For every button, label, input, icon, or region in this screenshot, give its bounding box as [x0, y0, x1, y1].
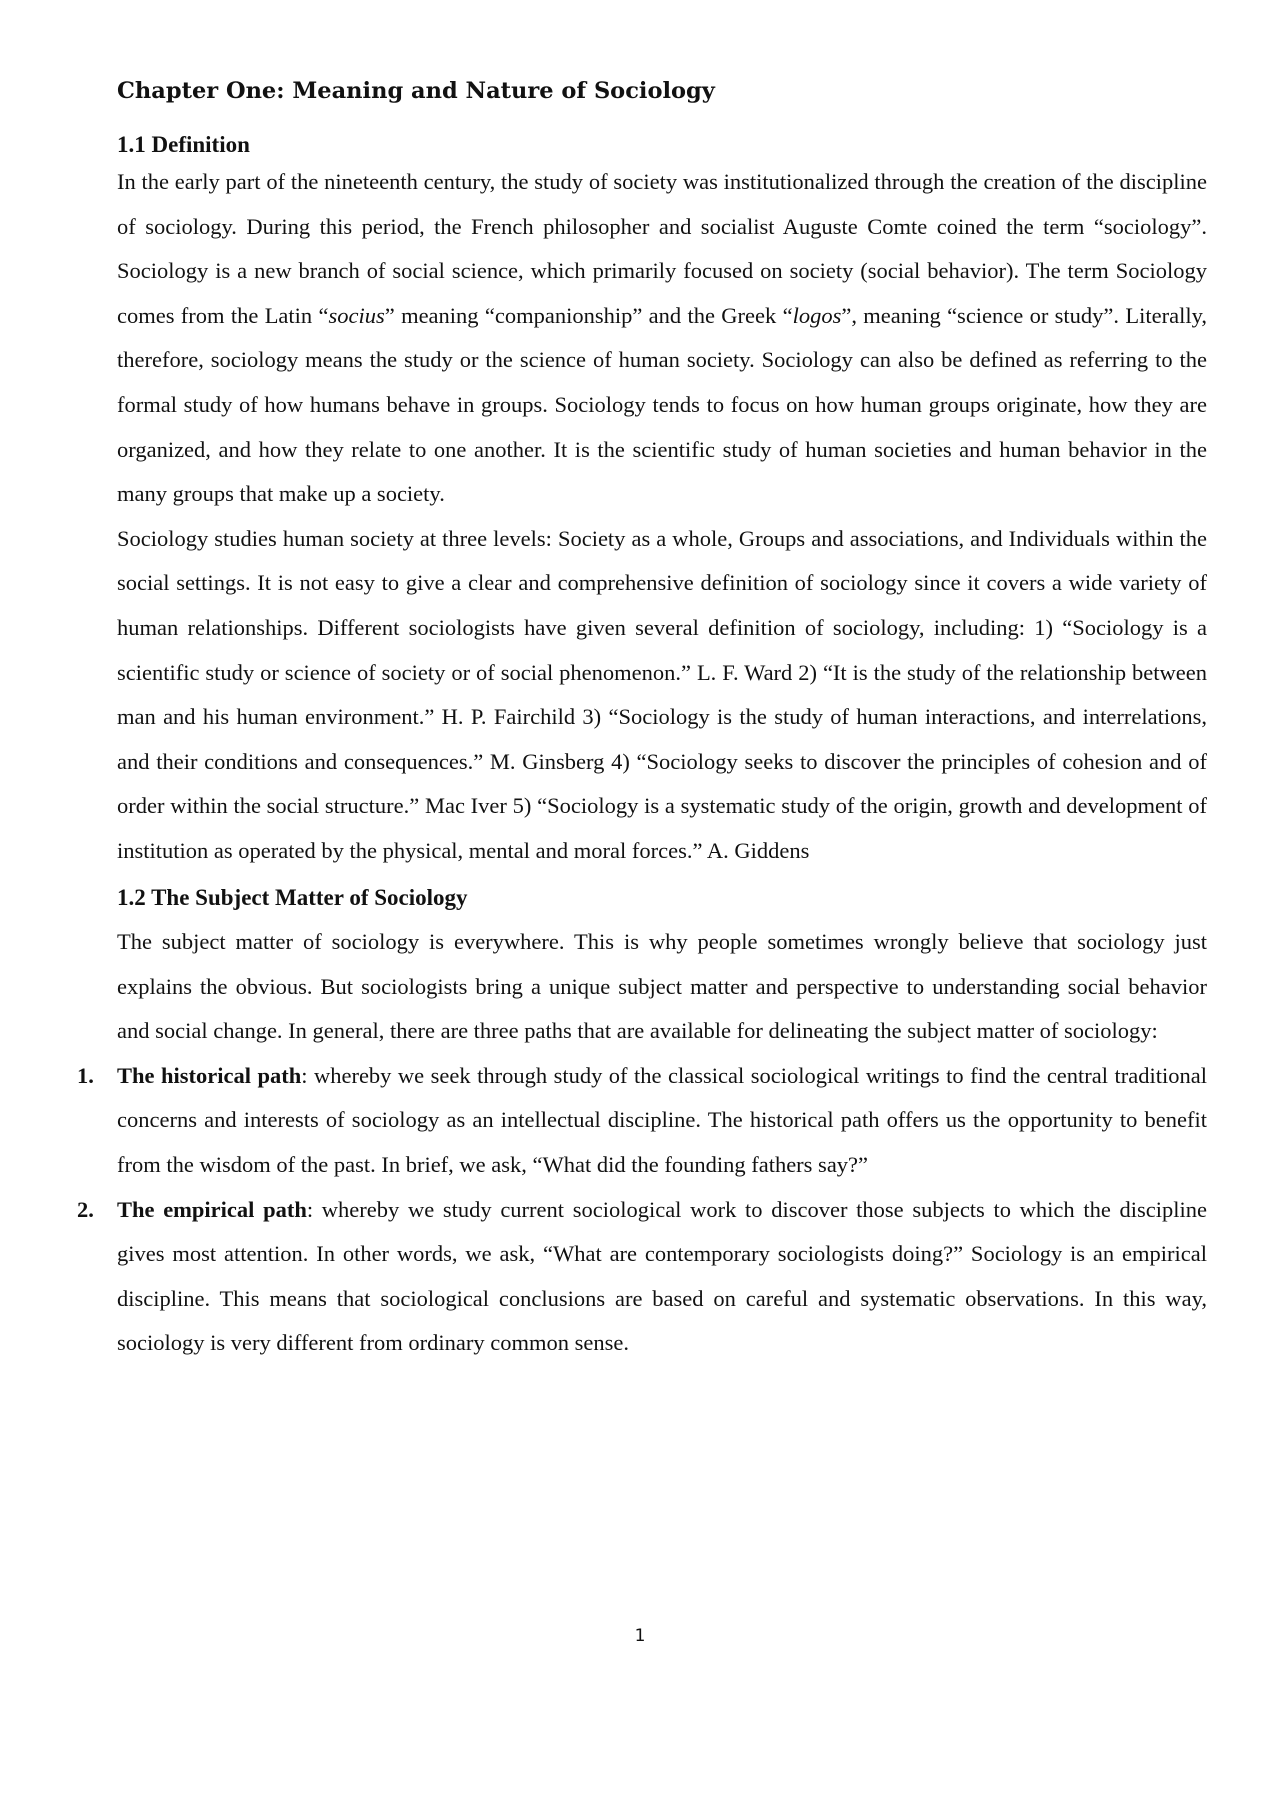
list-term: The historical path: [117, 1062, 302, 1088]
subject-matter-intro: The subject matter of sociology is everywhere. This is why people sometimes wrongly believe that sociology just explains the obvious. But sociologists bring a unique subject matter and perspective to understanding social behavior and social change. In general, there are three paths that are available for delineating the subject matter of sociology:: [117, 929, 1207, 1044]
paragraph-text: ” meaning “companionship” and the Greek “: [384, 302, 793, 328]
greek-term-logos: logos: [792, 302, 842, 328]
paragraph-text: ”, meaning “science or study”. Literally, therefore, sociology means the study or the science of human society. Sociology can also be defined as referring to the formal study of how humans behave in groups. Sociology tends to focus on how human groups originate, how they are organized, and how they relate to one another. It is the scientific study of human societies and human behavior in the many groups that make up a society.: [117, 302, 1207, 507]
list-item: [77, 1054, 1207, 1188]
page-number: 1: [634, 1626, 646, 1646]
paragraph-text: In the early part of the nineteenth century, the study of society was institutionalized through the creation of the discipline of sociology. During this period, the French philosopher and socialist Auguste Comte coined the term “sociology”. Sociology is a new branch of social science, which primarily focused on society (social behavior). The term Sociology comes from the Latin “: [117, 169, 1207, 328]
list-term: The empirical path: [117, 1196, 307, 1222]
latin-term-socius: socius: [328, 302, 385, 328]
chapter-title: Chapter One: Meaning and Nature of Sociology: [117, 78, 715, 104]
list-number: 2.: [77, 1196, 94, 1222]
list-text: : whereby we seek through study of the classical sociological writings to find the central traditional concerns and interests of sociology as an intellectual discipline. The historical path offers us the opportunity to benefit from the wisdom of the past. In brief, we ask, “What did the founding fathers say?”: [117, 1062, 1207, 1178]
list-item: [77, 1188, 1208, 1366]
list-number: 1.: [77, 1062, 94, 1088]
section-heading-definition: 1.1 Definition: [117, 132, 250, 157]
list-text: : whereby we study current sociological work to discover those subjects to which the discipline gives most attention. In other words, we ask, “What are contemporary sociologists doing?” Sociology is an empirical discipline. This means that sociological conclusions are based on careful and systematic observations. In this way, sociology is very different from ordinary common sense.: [117, 1196, 1208, 1356]
page-content: [77, 76, 1208, 1366]
paths-list: [77, 1054, 1208, 1366]
definition-paragraph-1: [117, 160, 1207, 517]
definition-paragraph-2: Sociology studies human society at three levels: Society as a whole, Groups and associations, and Individuals within the social settings. It is not easy to give a clear and comprehensive definition of sociology since it covers a wide variety of human relationships. Different sociologists have given several definition of sociology, including: 1) “Sociology is a scientific study or science of society or of social phenomenon.” L. F. Ward 2) “It is the study of the relationship between man and his human environment.” H. P. Fairchild 3) “Sociology is the study of human interactions, and interrelations, and their conditions and consequences.” M. Ginsberg 4) “Sociology seeks to discover the principles of cohesion and of order within the social structure.” Mac Iver 5) “Sociology is a systematic study of the origin, growth and development of institution as operated by the physical, mental and moral forces.” A. Giddens: [117, 525, 1207, 863]
section-heading-subject-matter: 1.2 The Subject Matter of Sociology: [117, 884, 468, 910]
